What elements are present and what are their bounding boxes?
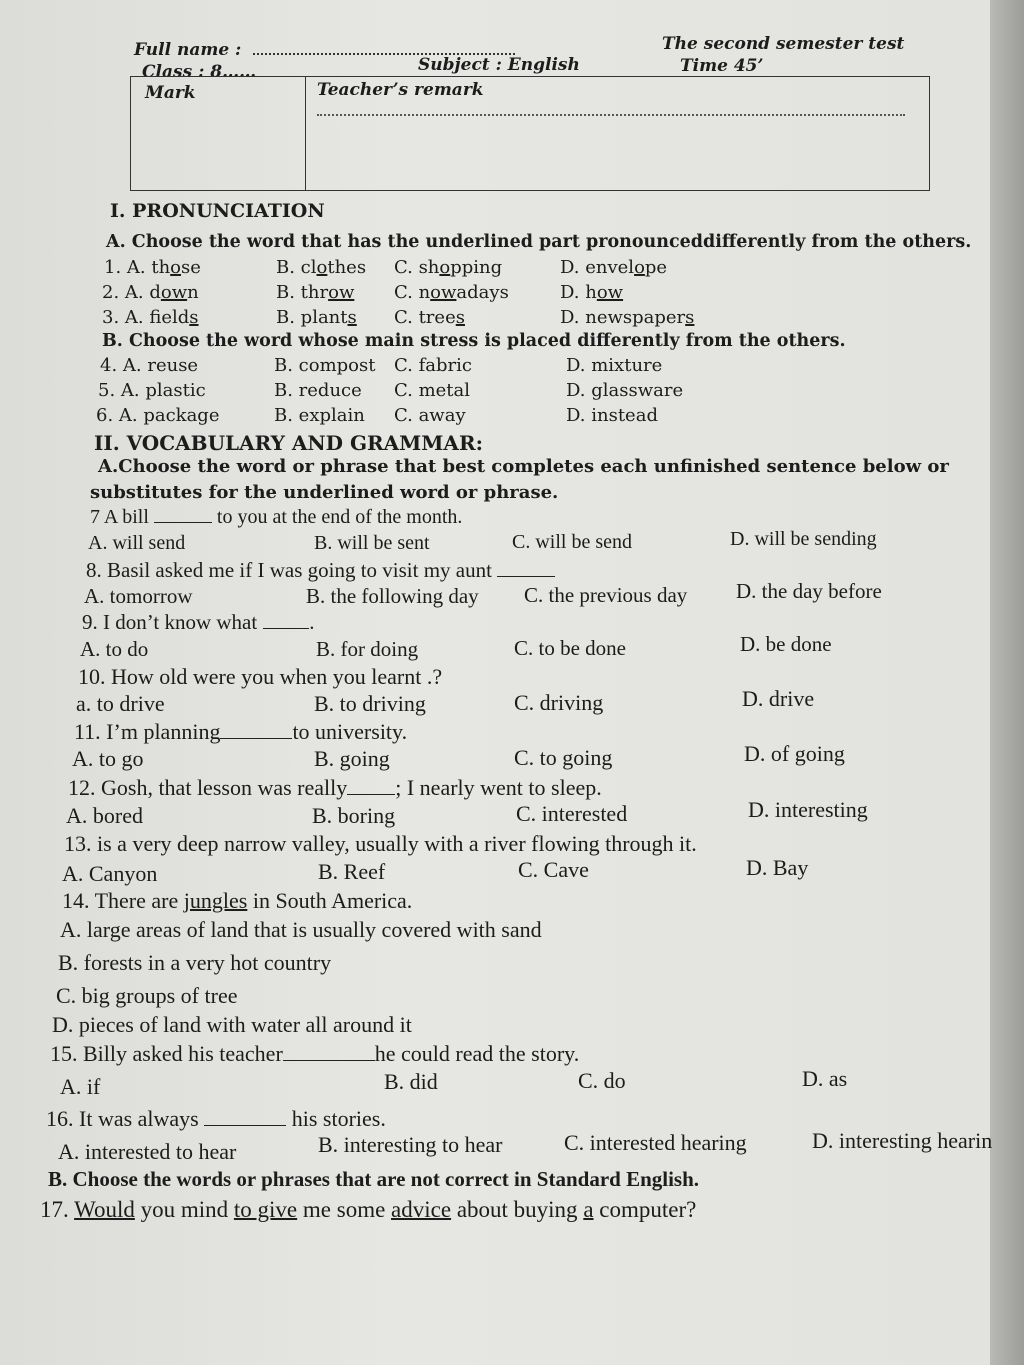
q16-c: C. interested hearing [564,1130,747,1155]
q16-stem: 16. It was always his stories. [46,1106,386,1131]
q5-d: D. glassware [566,380,684,401]
q1-d: D. envelope [560,257,668,278]
q13-c: C. Cave [518,857,589,882]
q4-c: C. fabric [394,355,472,376]
q17-option-advice[interactable]: advice [391,1197,452,1222]
q2-b: B. throw [276,282,355,303]
q9-b: B. for doing [316,637,419,661]
fullname-label: Full name : [134,40,242,60]
q7-d: D. will be sending [730,528,877,550]
q11-stem: 11. I’m planning to university. [74,719,408,744]
q14-stem: 14. There are jungles in South America. [62,888,413,913]
q17-option-to-give[interactable]: to give [233,1197,298,1222]
q14-a: A. large areas of land that is usually covered with sand [60,917,542,942]
q11-b: B. going [314,746,390,771]
q15-c: C. do [578,1068,626,1093]
class-label: Class : 8…… [142,62,257,82]
section2-partA-line1: A.Choose the word or phrase that best completes each unfinished sentence below or [98,456,949,477]
time-label: Time 45’ [680,56,764,76]
q13-b: B. Reef [318,859,386,884]
q1-b: B. clothes [276,257,367,278]
remark-line[interactable] [317,114,905,116]
section1-partB-instruction: B. Choose the word whose main stress is placed differently from the others. [102,331,846,351]
q5-c: C. metal [394,380,471,401]
teacher-remark-label: Teacher’s remark [317,80,484,100]
q16-b: B. interesting to hear [318,1132,503,1157]
q8-b: B. the following day [306,584,479,608]
q7-stem: 7 A bill to you at the end of the month. [90,506,463,528]
q17-option-would[interactable]: Would [74,1197,135,1222]
section1-title: I. PRONUNCIATION [110,200,325,222]
q9-c: C. to be done [514,636,626,660]
q3-c: C. trees [394,307,465,328]
q8-c: C. the previous day [524,583,688,607]
q1-c: C. shopping [394,257,503,278]
q13-a: A. Canyon [62,861,158,886]
mark-remark-box [130,76,930,191]
q7-b: B. will be sent [314,532,430,554]
q12-b: B. boring [312,803,396,828]
q6-a: 6. A. package [96,405,220,426]
q15-a: A. if [60,1074,101,1099]
q2-d: D. how [560,282,624,303]
q12-c: C. interested [516,801,628,826]
q13-stem: 13. is a very deep narrow valley, usually with a river flowing through it. [64,831,697,856]
box-divider [305,77,306,190]
q4-a: 4. A. reuse [100,355,199,376]
q17-option-a[interactable]: a [583,1197,594,1222]
q5-b: B. reduce [274,380,362,401]
q10-b: B. to driving [314,691,426,716]
section2-partB-instruction: B. Choose the words or phrases that are not correct in Standard English. [48,1167,700,1191]
q10-c: C. driving [514,690,604,715]
q13-d: D. Bay [746,855,809,880]
q12-stem: 12. Gosh, that lesson was really ; I nearly went to sleep. [68,775,602,800]
q14-c: C. big groups of tree [56,983,238,1008]
q8-d: D. the day before [736,579,882,603]
q8-stem: 8. Basil asked me if I was going to visit my aunt [86,558,555,583]
q5-a: 5. A. plastic [98,380,206,401]
section1-partA-instruction: A. Choose the word that has the underlined part pronounceddifferently from the others. [106,232,972,252]
q4-d: D. mixture [566,355,663,376]
q10-stem: 10. How old were you when you learnt .? [78,664,443,689]
background-edge [990,0,1024,1365]
q2-a: 2. A. down [102,282,199,303]
q9-d: D. be done [740,632,832,656]
q11-a: A. to go [72,746,144,771]
section2-title: II. VOCABULARY AND GRAMMAR: [94,431,483,455]
q2-c: C. nowadays [394,282,509,303]
q16-d: D. interesting hearin [812,1128,993,1153]
q17-sentence: 17. Would you mind to give me some advice about buying a computer? [40,1197,697,1222]
q9-stem: 9. I don’t know what . [82,610,315,634]
subject-label: Subject : English [418,55,580,75]
q14-d: D. pieces of land with water all around it [52,1012,412,1037]
q11-c: C. to going [514,745,613,770]
q12-d: D. interesting [748,797,868,822]
q4-b: B. compost [274,355,376,376]
q15-d: D. as [802,1066,848,1091]
q15-stem: 15. Billy asked his teacher he could read the story. [50,1041,580,1066]
q6-d: D. instead [566,405,658,426]
q10-d: D. drive [742,686,815,711]
q3-d: D. newspapers [560,307,695,328]
q9-a: A. to do [80,637,149,661]
q15-b: B. did [384,1069,438,1094]
mark-label: Mark [145,83,196,103]
q6-c: C. away [394,405,466,426]
q1-a: 1. A. those [104,257,201,278]
q12-a: A. bored [66,803,143,828]
q7-a: A. will send [88,532,186,554]
q7-c: C. will be send [512,531,632,553]
q3-b: B. plants [276,307,357,328]
q16-a: A. interested to hear [58,1139,237,1164]
q6-b: B. explain [274,405,365,426]
q11-d: D. of going [744,741,845,766]
test-title: The second semester test [662,34,905,54]
q14-b: B. forests in a very hot country [58,950,332,975]
q3-a: 3. A. fields [102,307,199,328]
q8-a: A. tomorrow [84,584,193,608]
q10-a: a. to drive [76,691,165,716]
section2-partA-line2: substitutes for the underlined word or phrase. [90,482,559,503]
